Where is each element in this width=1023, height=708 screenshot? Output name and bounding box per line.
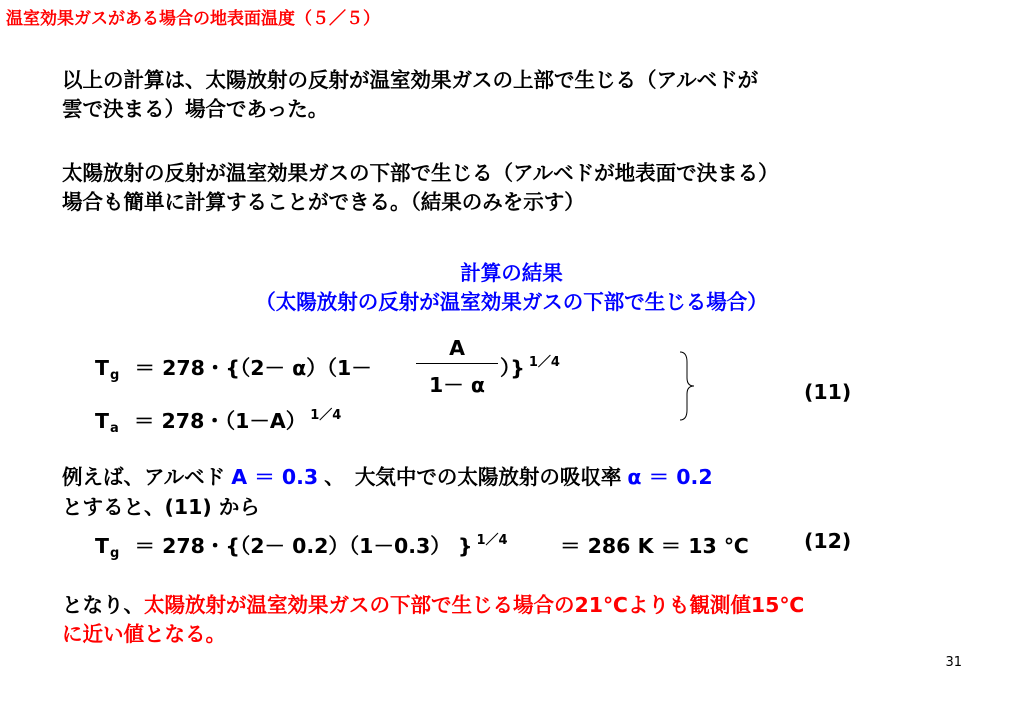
eq12-symbol: T (95, 534, 109, 558)
equation-ta (95, 404, 341, 436)
para2-line-1: 太陽放射の反射が温室効果ガスの下部で生じる（アルベドが地表面で決まる） (62, 161, 779, 185)
ta-symbol: T (95, 409, 109, 433)
tg-symbol: T (95, 356, 109, 380)
eq12-subscript: g (109, 546, 120, 561)
ta-exponent: 1／4 (310, 408, 342, 423)
example-line-2: とすると、(11) から (62, 495, 260, 519)
example-alpha: α ＝ 0.2 (627, 465, 713, 489)
result-subheading: （太陽放射の反射が温室効果ガスの下部で生じる場合） (255, 290, 768, 314)
para2-line-2: 場合も簡単に計算することができる。（結果のみを示す） (62, 190, 585, 214)
eq12-exponent: 1／4 (476, 533, 508, 548)
tg-expression: ＝ 278・{（2－ α）（1－ (134, 356, 372, 380)
slide-title: 温室効果ガスがある場合の地表面温度（５／５） (6, 9, 380, 29)
tg-closing (500, 351, 560, 381)
tg-exponent: 1／4 (528, 355, 560, 370)
equation-11-number: (11) (804, 380, 852, 404)
ta-subscript: a (109, 421, 119, 436)
example-albedo: A ＝ 0.3 (231, 465, 319, 489)
conclusion-line-2: に近い値となる。 (62, 622, 226, 646)
tg-close-bracket: ）} (500, 356, 525, 380)
fraction-denominator: 1－ α (429, 373, 485, 397)
example-line-1 (62, 465, 713, 489)
equation-12-number: (12) (804, 529, 852, 553)
conclusion-highlight-1: 太陽放射が温室効果ガスの下部で生じる場合の21℃よりも観測値15℃ (144, 593, 805, 617)
conclusion-line-1 (62, 593, 804, 617)
fraction-numerator: A (449, 336, 465, 360)
tg-subscript: g (109, 368, 120, 383)
right-brace (676, 350, 698, 422)
ta-expression: ＝ 278・（1－A） (133, 409, 307, 433)
intro-line-2: 雲で決まる）場合であった。 (62, 97, 329, 121)
intro-line-1: 以上の計算は、太陽放射の反射が温室効果ガスの上部で生じる（アルベドが (62, 68, 759, 92)
result-heading: 計算の結果 (460, 261, 563, 285)
example-prefix: 例えば、アルベド (62, 465, 226, 489)
example-middle: 、 大気中での太陽放射の吸収率 (324, 465, 622, 489)
eq12-result: ＝ 286 K ＝ 13 ℃ (560, 534, 749, 558)
eq12-expression: ＝ 278・{（2－ 0.2）（1－0.3） } (134, 534, 473, 558)
fraction-bar (416, 363, 498, 364)
conclusion-prefix: となり、 (62, 593, 144, 617)
page-number: 31 (945, 655, 962, 670)
equation-12 (95, 529, 508, 561)
equation-tg (95, 351, 372, 383)
